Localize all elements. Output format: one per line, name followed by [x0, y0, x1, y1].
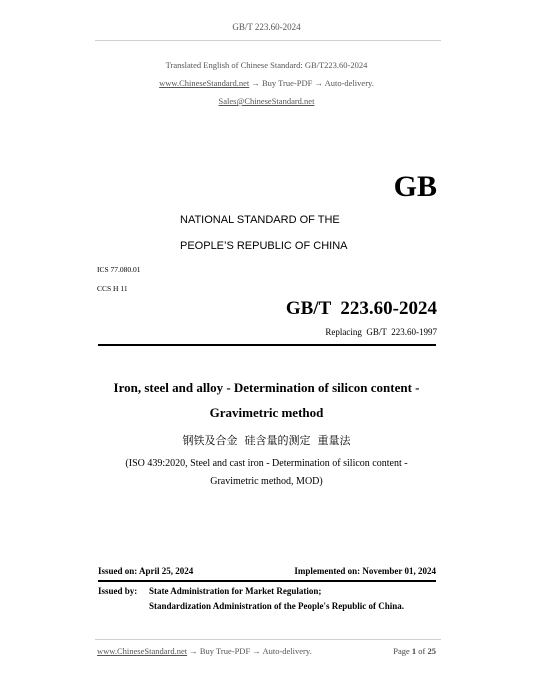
footer-auto-delivery-text: Auto-delivery.	[262, 646, 312, 656]
issued-by-label: Issued by:	[98, 586, 138, 596]
issued-on-date: Issued on: April 25, 2024	[98, 566, 194, 576]
standard-number: GB/T 223.60-2024	[285, 298, 437, 319]
page-word: Page	[393, 646, 410, 656]
document-title-line1: Iron, steel and alloy - Determination of silicon content -	[113, 380, 420, 395]
auto-delivery-text: Auto-delivery.	[324, 78, 374, 88]
iso-reference-line1: (ISO 439:2020, Steel and cast iron - Determination of silicon content -	[125, 458, 408, 469]
dates-rule	[98, 580, 436, 582]
national-standard-title-line2: PEOPLE’S REPUBLIC OF CHINA	[180, 240, 348, 252]
footer-purchase-line	[97, 646, 312, 656]
national-standard-title-line1: NATIONAL STANDARD OF THE	[180, 214, 340, 226]
email-line	[0, 96, 533, 106]
issuer-line2: Standardization Administration of the People's Republic of China.	[149, 601, 405, 611]
chinese-title: 钢铁及合金 硅含量的测定 重量法	[182, 434, 351, 447]
arrow-right-icon: →	[314, 78, 323, 88]
page-number: 1	[411, 646, 417, 656]
translation-note: Translated English of Chinese Standard: GB/T223.60-2024	[165, 60, 368, 70]
gb-mark: GB	[393, 170, 437, 203]
page-indicator	[393, 646, 436, 656]
buy-pdf-text: Buy True-PDF	[262, 78, 313, 88]
footer-site-link[interactable]: www.ChineseStandard.net	[97, 646, 188, 656]
arrow-right-icon: →	[189, 646, 198, 656]
ics-code: ICS 77.080.01	[97, 265, 141, 274]
header-rule	[95, 40, 441, 41]
site-link[interactable]: www.ChineseStandard.net	[159, 78, 250, 88]
arrow-right-icon: →	[252, 646, 261, 656]
document-title-line2: Gravimetric method	[209, 405, 324, 420]
iso-reference-line2: Gravimetric method, MOD)	[210, 476, 323, 487]
replacing-standard: Replacing GB/T 223.60-1997	[325, 327, 437, 337]
issuer-line1: State Administration for Market Regulation;	[149, 586, 322, 596]
footer-rule	[95, 639, 441, 640]
implemented-on-date: Implemented on: November 01, 2024	[294, 566, 436, 576]
title-separator-rule	[98, 344, 436, 346]
email-link[interactable]: Sales@ChineseStandard.net	[218, 96, 315, 106]
running-header: GB/T 223.60-2024	[232, 22, 301, 32]
footer-buy-pdf-text: Buy True-PDF	[199, 646, 251, 656]
page-total: 25	[427, 646, 436, 656]
purchase-line	[0, 78, 533, 88]
arrow-right-icon: →	[251, 78, 260, 88]
of-word: of	[418, 646, 426, 656]
ccs-code: CCS H 11	[97, 284, 128, 293]
